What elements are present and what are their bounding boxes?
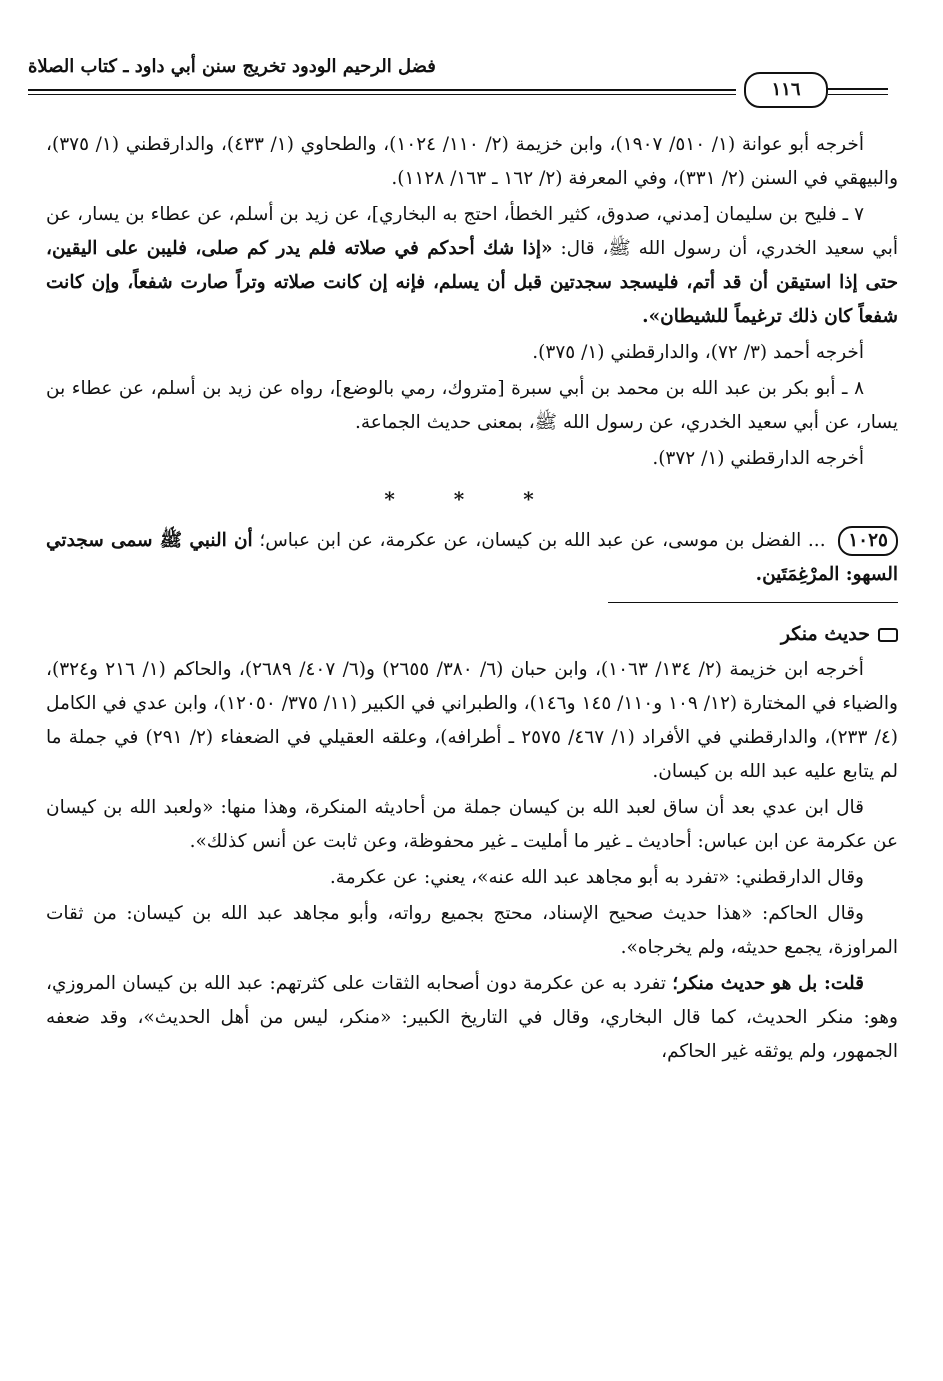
page-number-ornament-thin (828, 94, 888, 95)
paragraph-takhrij-3: أخرجه الدارقطني (١/ ٣٧٢). (652, 448, 864, 469)
hadith-isnad: ... الفضل بن موسى، عن عبد الله بن كيسان، عن عكرمة، عن ابن عباس؛ (252, 530, 833, 551)
narration-7-matn: «إذا شك أحدكم في صلاته فلم يدر كم صلى، فليبن على اليقين، حتى إذا استيقن أن قد أتم، فليسجد سجدتين قبل أن يسلم، فإنه إن كانت صلاته وتراً صارت شفعاً، وإن كانت شفعاً كان ذلك ترغيماً للشيطان». (46, 238, 898, 327)
paragraph-takhrij-1: أخرجه أبو عوانة (١/ ٥١٠/ ١٩٠٧)، وابن خزيمة (٢/ ١١٠/ ١٠٢٤)، والطحاوي (١/ ٤٣٣)، والدارقطني (١/ ٣٧٥)، والبيهقي في السنن (٢/ ٣٣١)، وفي المعرفة (٢/ ١٦٢ ـ ١٦٣/ ١١٢٨). (46, 134, 898, 189)
narration-7-text: ٧ ـ فليح بن سليمان [مدني، صدوق، كثير الخطأ، احتج به البخاري]، عن زيد بن أسلم، عن عطاء بن يسار، عن أبي سعيد الخدري، أن رسول الله ﷺ، قال: (46, 204, 898, 259)
hadith-entry (46, 524, 898, 592)
hadith-grade (46, 617, 898, 651)
page-header (28, 44, 888, 114)
paragraph-narration-8: ٨ ـ أبو بكر بن عبد الله بن محمد بن أبي سبرة [متروك، رمي بالوضع]، رواه عن زيد بن أسلم، عن عطاء بن يسار، عن أبي سعيد الخدري، عن رسول الله ﷺ، بمعنى حديث الجماعة. (46, 378, 898, 433)
section-separator-stars: * * * (384, 487, 560, 511)
footnote-rule (608, 602, 898, 603)
qultu-text: تفرد به عن عكرمة دون أصحابه الثقات على كثرتهم: عبد الله بن كيسان المروزي، وهو: منكر الحديث، كما قال البخاري، وقال في التاريخ الكبير: «منكر، ليس من أهل الحديث»، وقد ضعفه الجمهور، ولم يوثقه غير الحاكم، (46, 973, 898, 1062)
paragraph-narration-7 (46, 198, 898, 334)
page-number: ١١٦ (744, 72, 828, 108)
qultu-verdict: قلت: بل هو حديث منكر؛ (672, 973, 864, 994)
paragraph-daraqutni: وقال الدارقطني: «تفرد به أبو مجاهد عبد الله عنه»، يعني: عن عكرمة. (329, 867, 864, 888)
paragraph-ibn-adi: قال ابن عدي بعد أن ساق لعبد الله بن كيسان جملة من أحاديثه المنكرة، وهذا منها: «ولعبد الله بن كيسان عن عكرمة عن ابن عباس: أحاديث ـ غير ما أمليت ـ غير محفوظة، وعن ثابت عن أنس كذلك». (46, 797, 898, 852)
hadith-grade-label: حديث منكر (780, 623, 870, 645)
paragraph-hakim: وقال الحاكم: «هذا حديث صحيح الإسناد، محتج بجميع رواته، وأبو مجاهد عبد الله بن كيسان: من ثقات المراوزة، يجمع حديثه، ولم يخرجاه». (46, 903, 898, 958)
paragraph-qultu (46, 967, 898, 1069)
page-number-ornament (828, 88, 888, 90)
book-icon (878, 628, 898, 642)
paragraph-takhrij-4: أخرجه ابن خزيمة (٢/ ١٣٤/ ١٠٦٣)، وابن حبان (٦/ ٣٨٠/ ٢٦٥٥) و(٦/ ٤٠٧/ ٢٦٨٩)، والحاكم (١/ ٢١٦ و٣٢٤)، والضياء في المختارة (١٢/ ١٠٩ و١١٠/ ١٤٥ و١٤٦)، والطبراني في الكبير (١١/ ٣٧٥/ ١٢٠٥٠)، وابن عدي في الكامل (٤/ ٢٣٣)، والدارقطني في الأفراد (١/ ٤٦٧/ ٢٥٧٥ ـ أطرافه)، وعلقه العقيلي في الضعفاء (٢/ ٢٩١) في جملة ما لم يتابع عليه عبد الله بن كيسان. (46, 659, 899, 782)
page-body (46, 128, 898, 1071)
running-title: فضل الرحيم الودود تخريج سنن أبي داود ـ كتاب الصلاة (28, 56, 436, 77)
paragraph-takhrij-2: أخرجه أحمد (٣/ ٧٢)، والدارقطني (١/ ٣٧٥). (532, 342, 864, 363)
header-rule-thin (28, 94, 736, 95)
hadith-matn: أن النبي ﷺ سمى سجدتي السهو: المرْغِمَتَين. (46, 530, 898, 585)
header-rule (28, 89, 736, 91)
hadith-number-badge: ١٠٢٥ (838, 526, 898, 556)
